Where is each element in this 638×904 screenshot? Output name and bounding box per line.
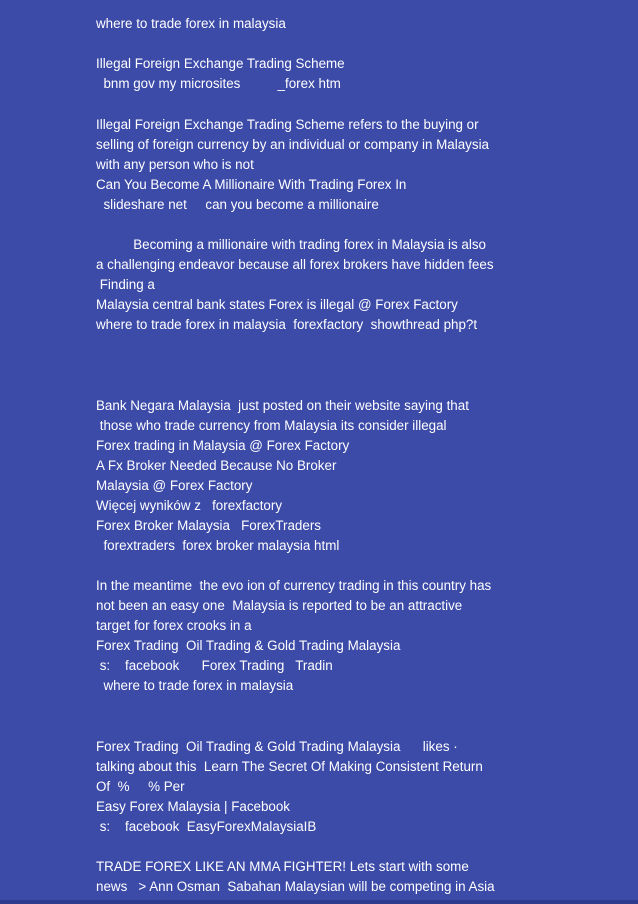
text-line: Becoming a millionaire with trading forex in Malaysia is also [96, 237, 486, 252]
text-line: Forex Trading Oil Trading & Gold Trading Malaysia likes · [96, 739, 458, 754]
text-line: Forex Broker Malaysia ForexTraders [96, 518, 321, 533]
text-line: a challenging endeavor because all forex brokers have hidden fees [96, 257, 494, 272]
text-line: slideshare net can you become a millionaire [96, 197, 379, 212]
text-line: s: facebook EasyForexMalaysiaIB [96, 819, 317, 834]
text-line: Forex trading in Malaysia @ Forex Factory [96, 438, 350, 453]
text-line: Easy Forex Malaysia | Facebook [96, 799, 291, 814]
text-line: TRADE FOREX LIKE AN MMA FIGHTER! Lets start with some [96, 859, 469, 874]
text-line: In the meantime the evo ion of currency trading in this country has [96, 578, 492, 593]
text-line: Finding a [96, 277, 155, 292]
text-line: s: facebook Forex Trading Tradin [96, 658, 333, 673]
page-bottom-divider [0, 900, 638, 904]
text-line: where to trade forex in malaysia [96, 678, 294, 693]
text-line: target for forex crooks in a [96, 618, 252, 633]
text-line: Illegal Foreign Exchange Trading Scheme refers to the buying or [96, 117, 479, 132]
text-line: news > Ann Osman Sabahan Malaysian will be competing in Asia [96, 879, 495, 894]
text-line: bnm gov my microsites _forex htm [96, 76, 341, 91]
text-line: those who trade currency from Malaysia its consider illegal [96, 418, 447, 433]
text-line: talking about this Learn The Secret Of Making Consistent Return [96, 759, 483, 774]
text-line: Can You Become A Millionaire With Trading Forex In [96, 177, 407, 192]
text-line: A Fx Broker Needed Because No Broker [96, 458, 337, 473]
text-line: Of % % Per [96, 779, 185, 794]
text-line: where to trade forex in malaysia [96, 16, 286, 31]
text-line: not been an easy one Malaysia is reported to be an attractive [96, 598, 463, 613]
text-line: with any person who is not [96, 157, 254, 172]
text-line: Illegal Foreign Exchange Trading Scheme [96, 56, 345, 71]
text-line: Malaysia central bank states Forex is illegal @ Forex Factory [96, 297, 458, 312]
text-line: Forex Trading Oil Trading & Gold Trading Malaysia [96, 638, 401, 653]
text-line: forextraders forex broker malaysia html [96, 538, 340, 553]
text-line: where to trade forex in malaysia forexfactory showthread php?t [96, 317, 478, 332]
text-line: Więcej wyników z forexfactory [96, 498, 283, 513]
text-line: Bank Negara Malaysia just posted on their website saying that [96, 398, 469, 413]
text-line: selling of foreign currency by an individual or company in Malaysia [96, 137, 489, 152]
text-line: Malaysia @ Forex Factory [96, 478, 253, 493]
